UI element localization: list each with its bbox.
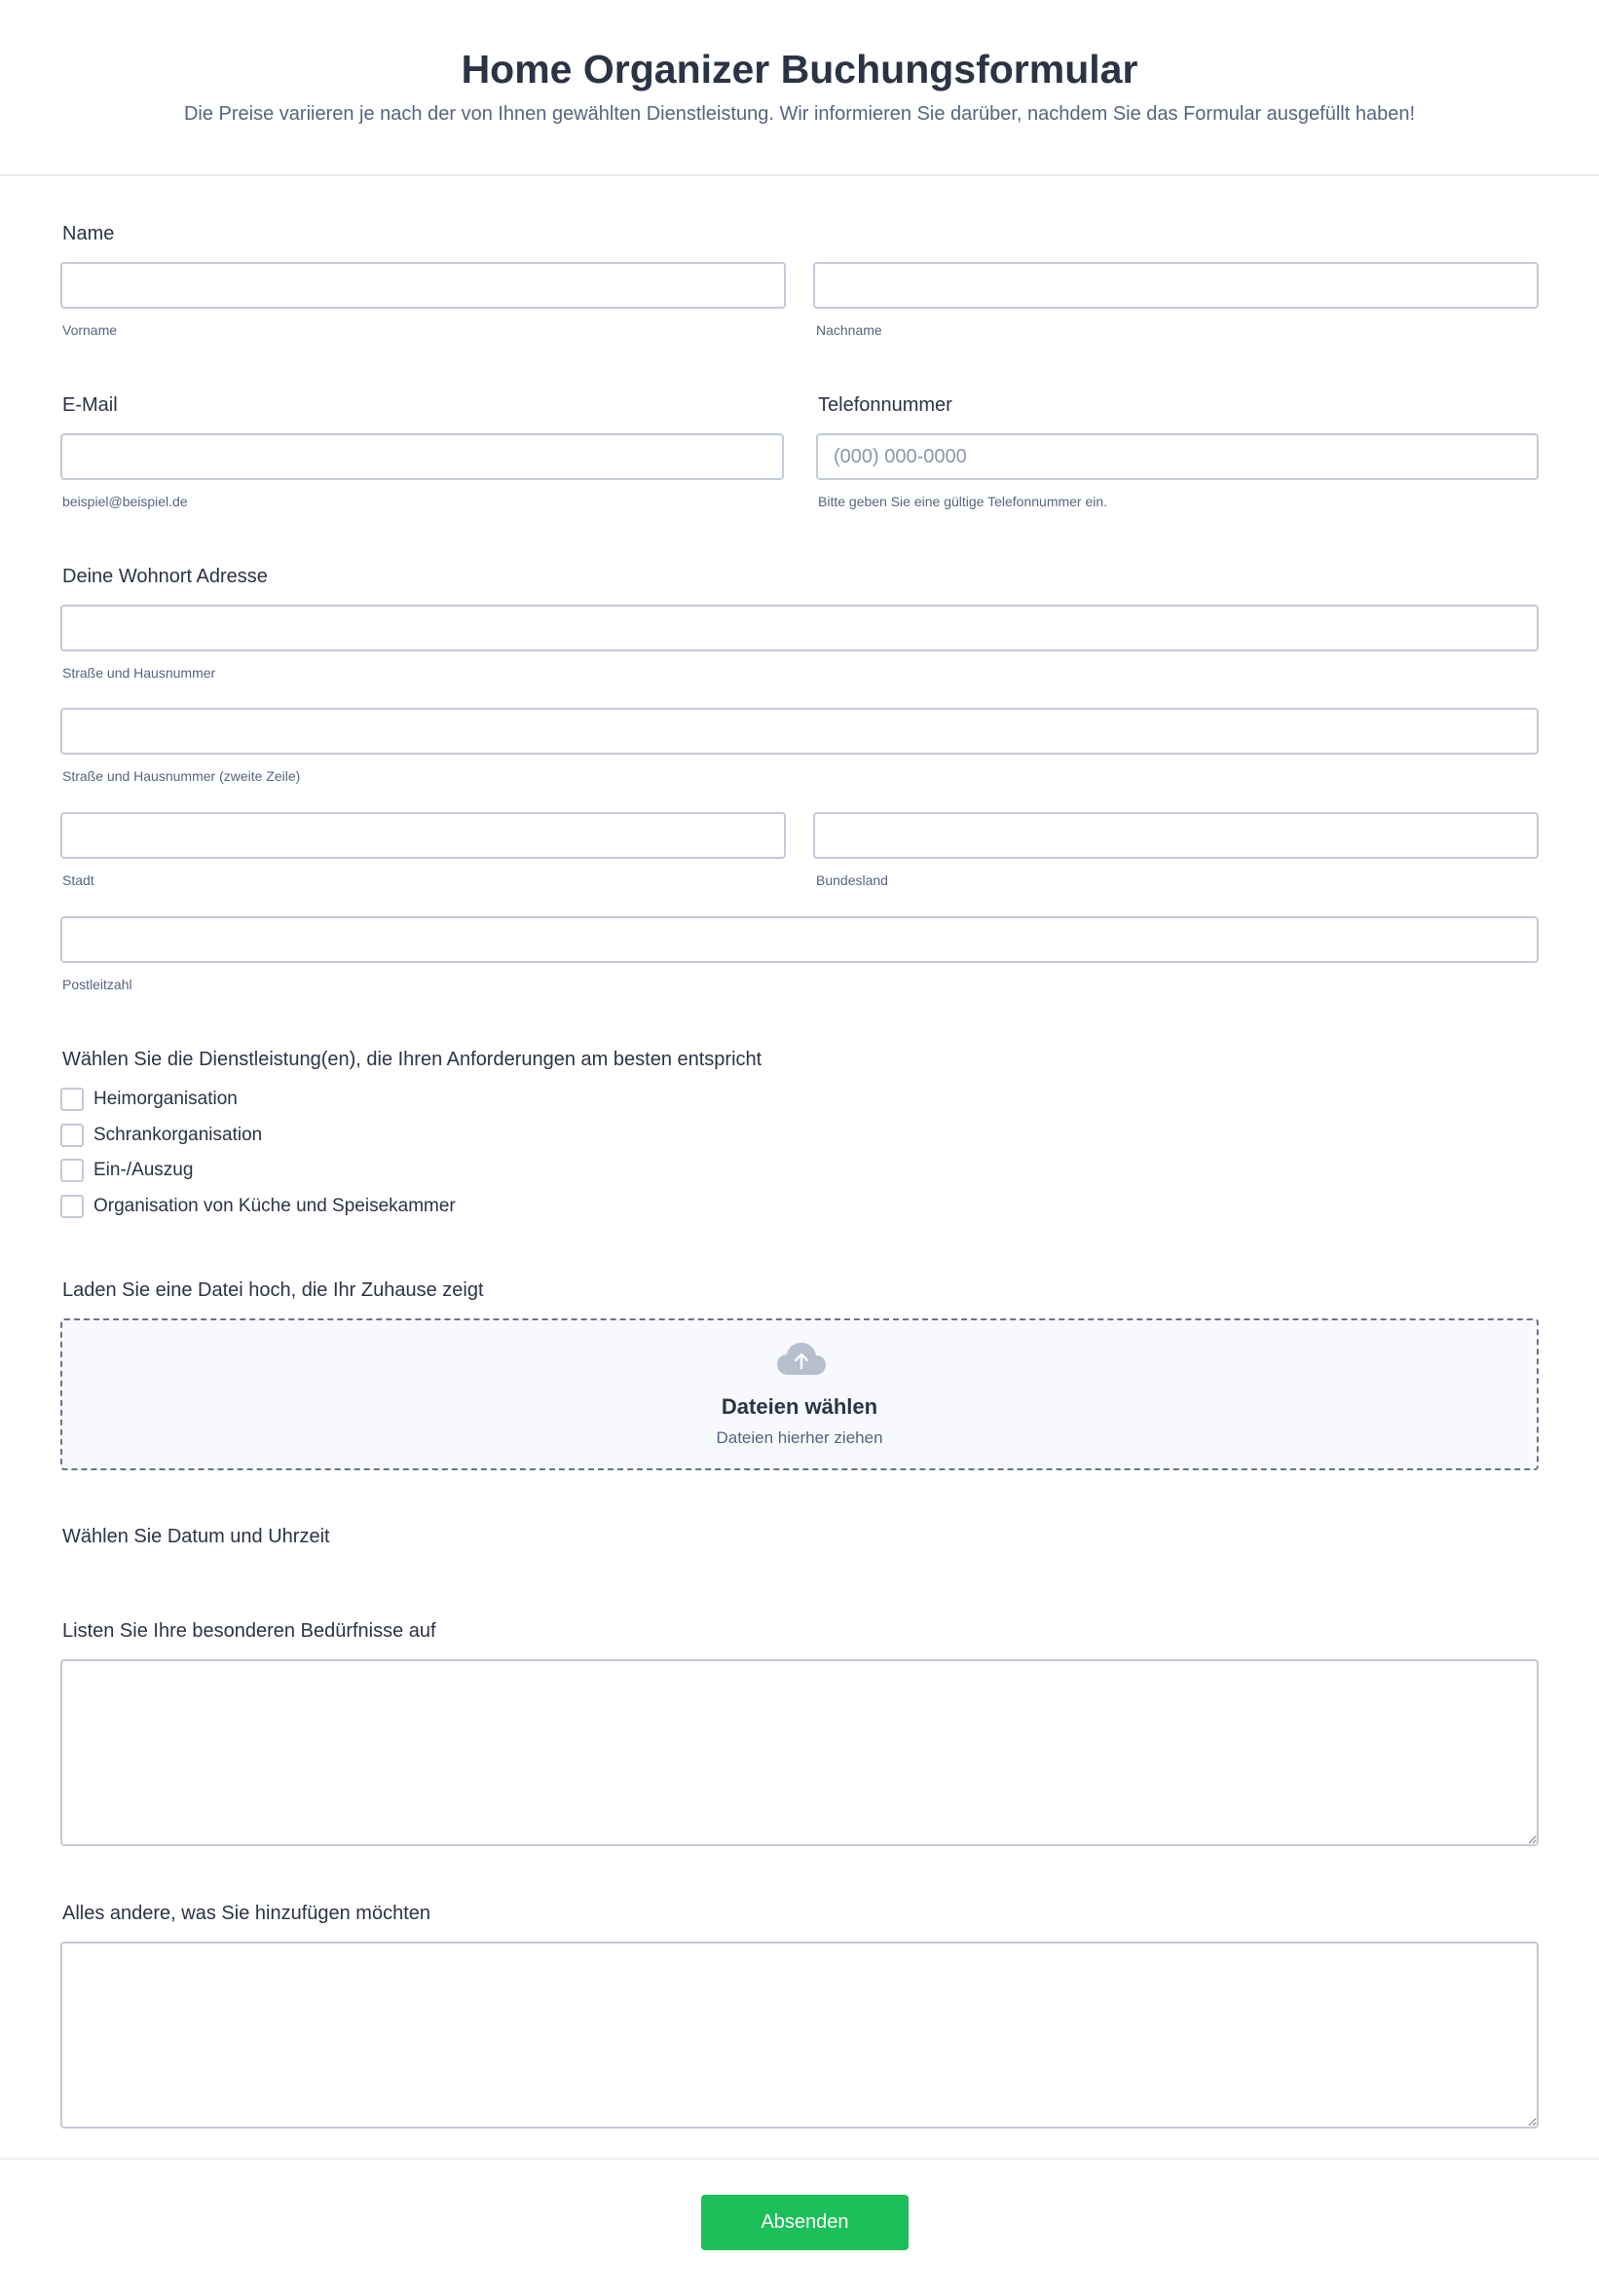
city-sublabel: Stadt <box>62 872 94 888</box>
last-name-sublabel: Nachname <box>816 322 882 338</box>
service-option-heimorganisation[interactable] <box>60 1087 238 1112</box>
special-needs-textarea[interactable] <box>60 1659 1539 1846</box>
choose-files-button[interactable]: Dateien wählen <box>721 1394 878 1419</box>
email-input[interactable] <box>60 433 784 480</box>
name-label: Name <box>62 223 115 244</box>
first-name-sublabel: Vorname <box>62 322 118 338</box>
street-line1-input[interactable] <box>60 605 1539 651</box>
form-footer <box>0 2158 1599 2296</box>
zip-input[interactable] <box>60 916 1539 963</box>
services-label: Wählen Sie die Dienstleistung(en), die Ihren Anforderungen am besten entspricht <box>62 1049 762 1070</box>
checkbox[interactable] <box>60 1195 84 1218</box>
first-name-input[interactable] <box>60 262 786 309</box>
last-name-input[interactable] <box>813 262 1539 309</box>
upload-label: Laden Sie eine Datei hoch, die Ihr Zuhause zeigt <box>62 1279 484 1301</box>
special-needs-label: Listen Sie Ihre besonderen Bedürfnisse auf <box>62 1620 436 1642</box>
street-line1-sublabel: Straße und Hausnummer <box>62 665 216 681</box>
submit-button[interactable]: Absenden <box>701 2195 909 2250</box>
street-line2-input[interactable] <box>60 708 1539 755</box>
additional-info-textarea[interactable] <box>60 1942 1539 2129</box>
email-sublabel: beispiel@beispiel.de <box>62 494 188 509</box>
address-label: Deine Wohnort Adresse <box>62 566 268 587</box>
service-option-kueche[interactable] <box>60 1194 456 1219</box>
phone-sublabel: Bitte geben Sie eine gültige Telefonnummer ein. <box>818 494 1108 509</box>
drop-files-hint: Dateien hierher ziehen <box>716 1428 883 1447</box>
phone-label: Telefonnummer <box>818 394 952 416</box>
cloud-upload-icon <box>777 1342 826 1377</box>
checkbox-label: Heimorganisation <box>93 1089 238 1109</box>
state-sublabel: Bundesland <box>816 872 888 888</box>
checkbox-label: Schrankorganisation <box>93 1125 263 1145</box>
checkbox-label: Organisation von Küche und Speisekammer <box>93 1196 456 1216</box>
checkbox[interactable] <box>60 1159 84 1182</box>
service-option-schrankorganisation[interactable] <box>60 1123 262 1148</box>
phone-input[interactable] <box>816 433 1539 480</box>
zip-sublabel: Postleitzahl <box>62 977 132 992</box>
datetime-label: Wählen Sie Datum und Uhrzeit <box>62 1526 330 1547</box>
page-title: Home Organizer Buchungsformular <box>461 47 1138 92</box>
checkbox-label: Ein-/Auszug <box>93 1160 194 1180</box>
city-input[interactable] <box>60 812 786 859</box>
additional-info-label: Alles andere, was Sie hinzufügen möchten <box>62 1903 431 1924</box>
street-line2-sublabel: Straße und Hausnummer (zweite Zeile) <box>62 768 301 784</box>
checkbox[interactable] <box>60 1088 84 1111</box>
checkbox[interactable] <box>60 1124 84 1147</box>
page-subtitle: Die Preise variieren je nach der von Ihnen gewählten Dienstleistung. Wir informieren Sie darüber, nachdem Sie das Formular ausgefüllt haben! <box>183 103 1415 125</box>
email-label: E-Mail <box>62 394 118 416</box>
form-header <box>0 0 1599 176</box>
state-input[interactable] <box>813 812 1539 859</box>
file-upload-dropzone[interactable] <box>60 1318 1539 1470</box>
service-option-umzug[interactable] <box>60 1158 193 1183</box>
